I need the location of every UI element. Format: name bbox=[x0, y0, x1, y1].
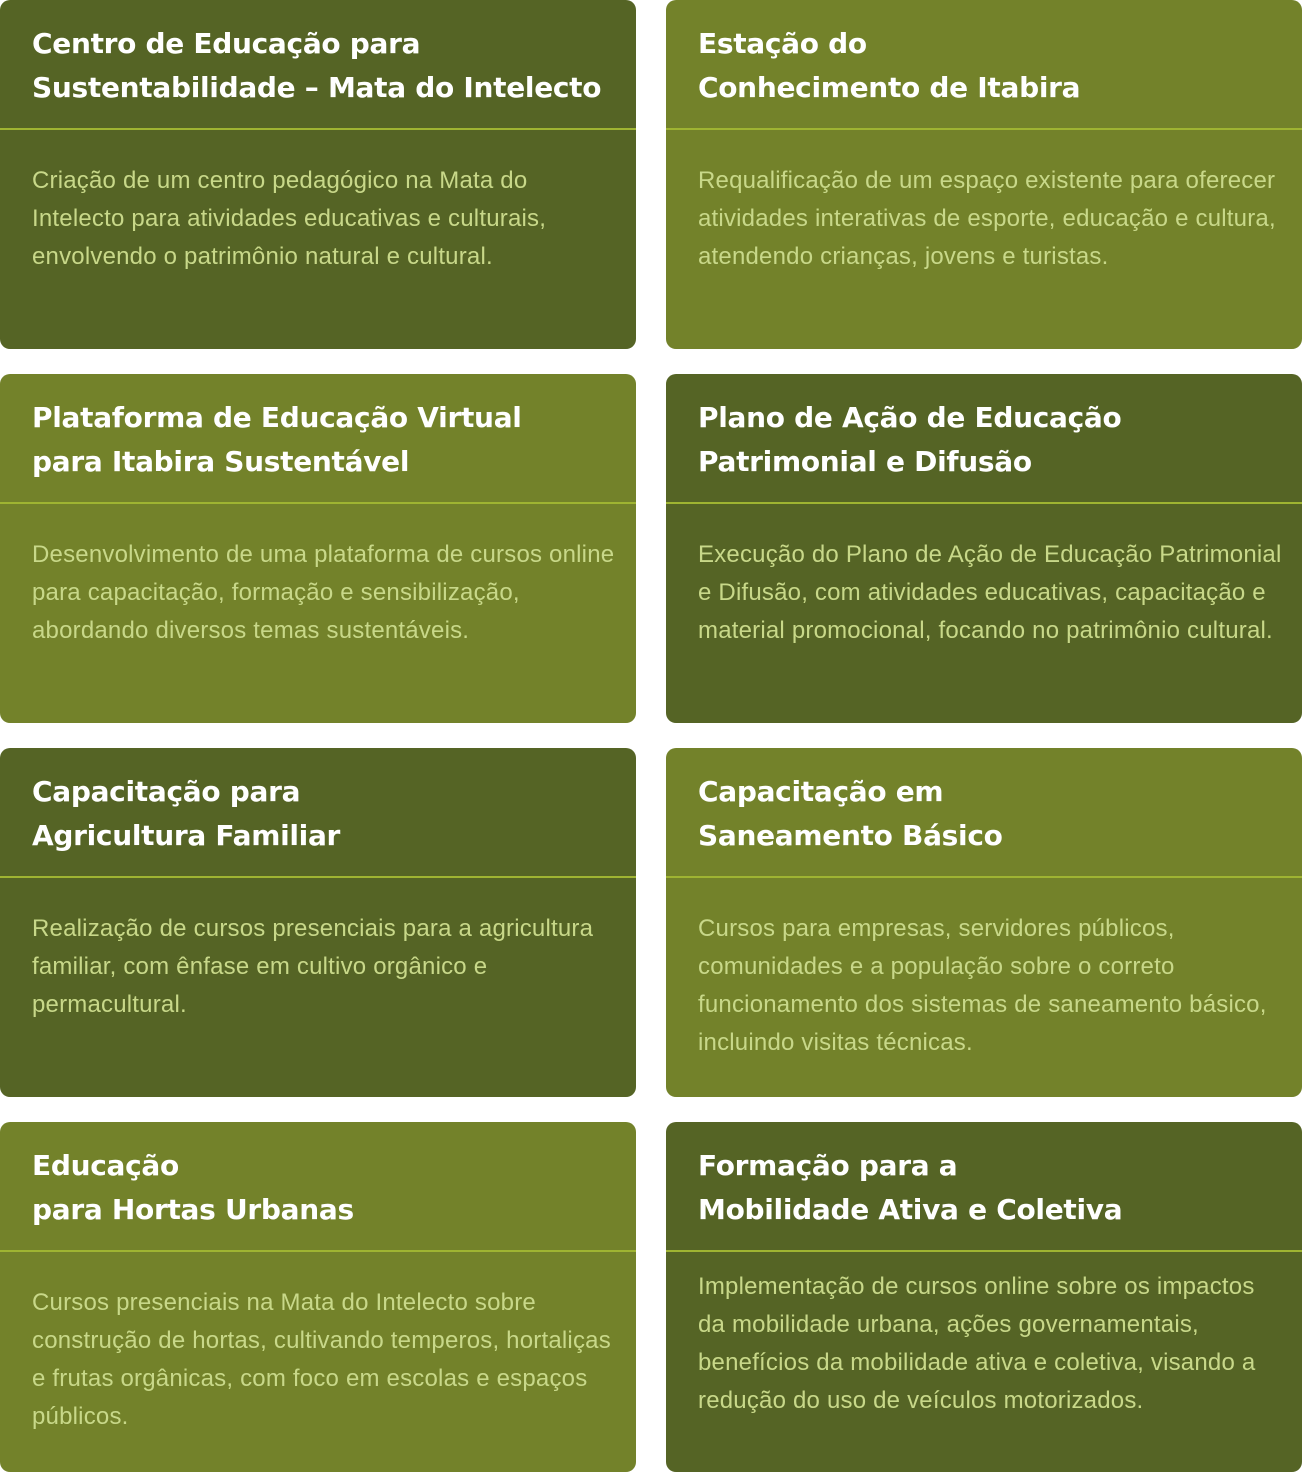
card-body bbox=[0, 878, 636, 1024]
card-header bbox=[0, 0, 636, 130]
card-header bbox=[666, 1122, 1302, 1252]
card-description: Implementação de cursos online sobre os impactos da mobilidade urbana, ações governamentais, benefícios da mobilidade ativa e coletiva, visando a redução do uso de veículos motorizados. bbox=[698, 1273, 1256, 1414]
card-title: Capacitação para Agricultura Familiar bbox=[32, 775, 341, 852]
card-header bbox=[666, 374, 1302, 504]
card-description: Realização de cursos presenciais para a agricultura familiar, com ênfase em cultivo orgânico e permacultural. bbox=[32, 915, 594, 1018]
project-card bbox=[0, 0, 636, 349]
card-title: Plano de Ação de Educação Patrimonial e Difusão bbox=[698, 401, 1122, 478]
card-description: Cursos para empresas, servidores públicos, comunidades e a população sobre o correto funcionamento dos sistemas de saneamento básico, incluindo visitas técnicas. bbox=[698, 915, 1267, 1056]
card-title: Centro de Educação para Sustentabilidade – Mata do Intelecto bbox=[32, 27, 602, 104]
card-header bbox=[666, 0, 1302, 130]
card-body bbox=[666, 504, 1302, 650]
card-header bbox=[0, 1122, 636, 1252]
card-title: Estação do Conhecimento de Itabira bbox=[698, 27, 1081, 104]
card-title: Capacitação em Saneamento Básico bbox=[698, 775, 1003, 852]
project-card bbox=[666, 748, 1302, 1097]
project-card bbox=[0, 748, 636, 1097]
card-body bbox=[666, 130, 1302, 276]
project-card bbox=[666, 1122, 1302, 1472]
card-title: Formação para a Mobilidade Ativa e Coletiva bbox=[698, 1149, 1123, 1226]
card-description: Criação de um centro pedagógico na Mata do Intelecto para atividades educativas e culturais, envolvendo o patrimônio natural e cultural. bbox=[32, 167, 547, 270]
card-body bbox=[0, 130, 636, 276]
card-title: Educação para Hortas Urbanas bbox=[32, 1149, 354, 1226]
card-body bbox=[0, 1252, 636, 1436]
card-description: Cursos presenciais na Mata do Intelecto sobre construção de hortas, cultivando temperos, hortaliças e frutas orgânicas, com foco em escolas e espaços públicos. bbox=[32, 1289, 611, 1430]
card-body bbox=[666, 1252, 1302, 1420]
project-card bbox=[0, 1122, 636, 1472]
card-description: Desenvolvimento de uma plataforma de cursos online para capacitação, formação e sensibilização, abordando diversos temas sustentáveis. bbox=[32, 541, 615, 644]
card-body bbox=[666, 878, 1302, 1062]
card-description: Execução do Plano de Ação de Educação Patrimonial e Difusão, com atividades educativas, capacitação e material promocional, focando no patrimônio cultural. bbox=[698, 541, 1282, 644]
card-description: Requalificação de um espaço existente para oferecer atividades interativas de esporte, educação e cultura, atendendo crianças, jovens e turistas. bbox=[698, 167, 1276, 270]
card-header bbox=[0, 748, 636, 878]
project-card bbox=[666, 374, 1302, 723]
card-header bbox=[666, 748, 1302, 878]
project-card bbox=[666, 0, 1302, 349]
card-title: Plataforma de Educação Virtual para Itabira Sustentável bbox=[32, 401, 522, 478]
card-body bbox=[0, 504, 636, 650]
project-card bbox=[0, 374, 636, 723]
card-header bbox=[0, 374, 636, 504]
